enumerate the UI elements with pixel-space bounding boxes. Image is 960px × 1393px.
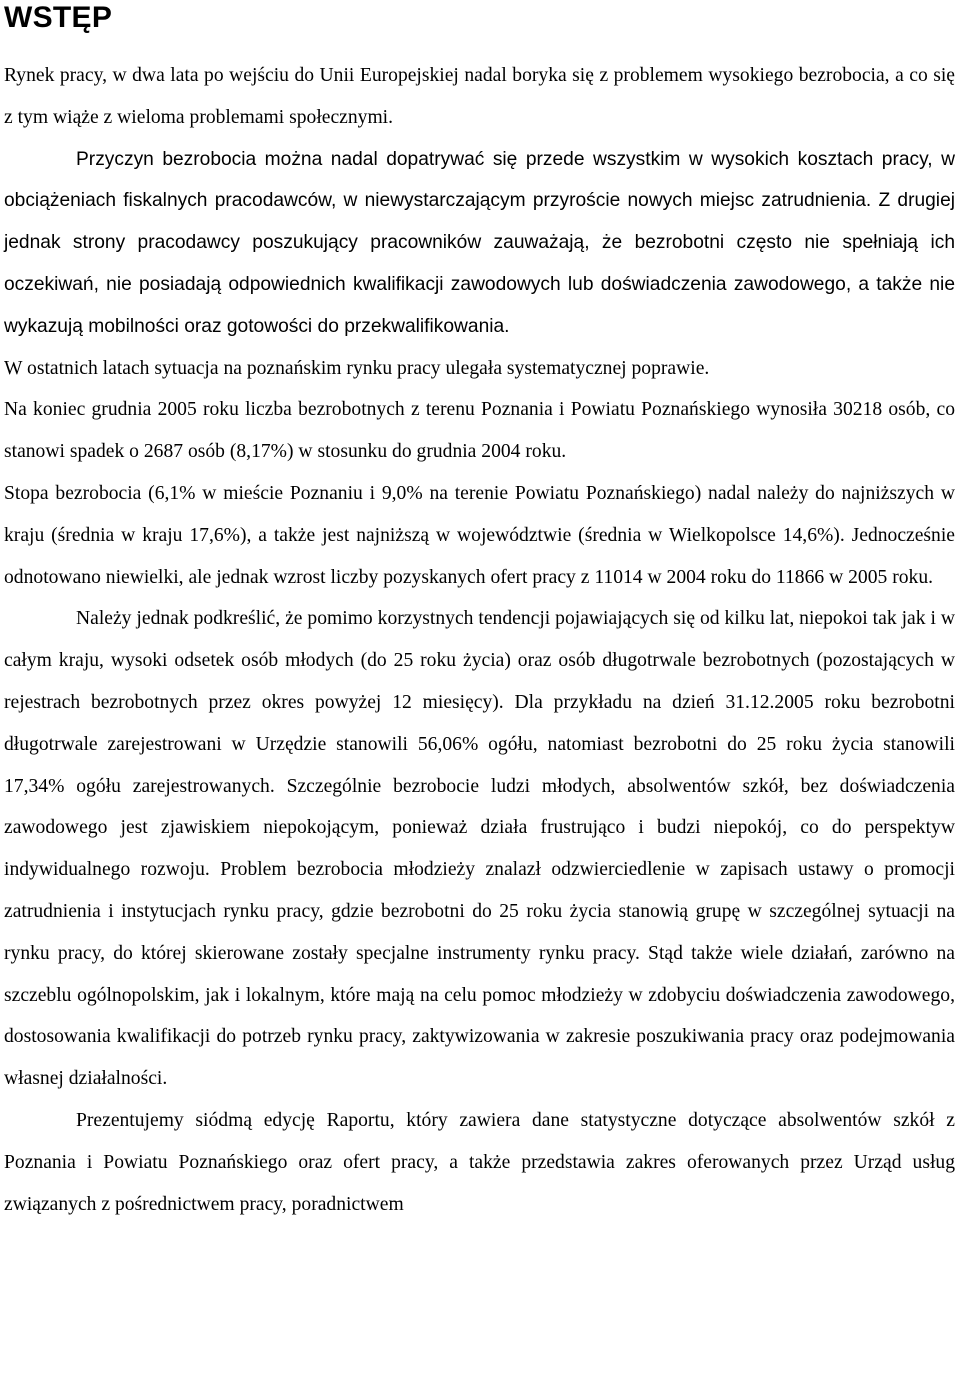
paragraph-december-2005-text: Na koniec grudnia 2005 roku liczba bezrobotnych z terenu Poznania i Powiatu Poznańskiego wynosiła 30218 osób, co stanowi spadek o 2687 osób (8,17%) w stosunku do grudnia 2004 roku.	[4, 399, 955, 463]
paragraph-recent-years	[4, 348, 955, 390]
paragraph-causes-text-a: Przyczyn bezrobocia można nadal dopatrywać się przede wszystkim w wysokich kosztach pracy, w obciążeniach fiskalnych pracodawców, w niewystarczającym przyroście nowych miejsc zatrudnienia.	[4, 148, 955, 212]
paragraph-intro-text: Rynek pracy, w dwa lata po wejściu do Unii Europejskiej nadal boryka się z problemem wysokiego bezrobocia, a co się z tym wiąże z wieloma problemami społecznymi.	[4, 65, 955, 128]
paragraph-intro	[4, 55, 955, 139]
paragraph-youth-unemployment-text: Należy jednak podkreślić, że pomimo korzystnych tendencji pojawiających się od kilku lat, niepokoi tak jak i w całym kraju, wysoki odsetek osób młodych (do 25 roku życia) oraz osób długotrwale bezrobotnych (pozostających w rejestrach bezrobotnych przez okres powyżej 12 miesięcy). Dla przykładu na dzień 31.12.2005 roku bezrobotni długotrwale zarejestrowani w Urzędzie stanowili 56,06% ogółu, natomiast bezrobotni do 25 roku życia stanowili 17,34% ogółu zarejestrowanych. Szczególnie bezrobocie ludzi młodych, absolwentów szkół, bez doświadczenia zawodowego jest zjawiskiem niepokojącym, ponieważ działa frustrująco i budzi niepokój, co do perspektyw indywidualnego rozwoju. Problem bezrobocia młodzieży znalazł odzwierciedlenie w zapisach ustawy o promocji zatrudnienia i instytucjach rynku pracy, gdzie bezrobotni do 25 roku życia stanowią grupę w szczególnej sytuacji na rynku pracy, do której skierowane zostały specjalne instrumenty rynku pracy. Stąd także wiele działań, zarówno na szczeblu ogólnopolskim, jak i lokalnym, które mają na celu pomoc młodzieży w zdobyciu doświadczenia zawodowego, dostosowania kwalifikacji do potrzeb rynku pracy, zaktywizowania w zakresie poszukiwania pracy oraz podejmowania własnej działalności.	[4, 608, 955, 1090]
paragraph-recent-years-text: W ostatnich latach sytuacja na poznańskim rynku pracy ulegała systematycznej poprawie.	[4, 357, 710, 379]
paragraph-report-edition	[4, 1100, 955, 1225]
page-title: WSTĘP	[4, 1, 113, 34]
paragraph-youth-unemployment	[4, 598, 955, 1100]
document-page	[4, 0, 955, 1225]
paragraph-unemployment-rate-text: Stopa bezrobocia (6,1% w mieście Poznaniu i 9,0% na terenie Powiatu Poznańskiego) nadal należy do najniższych w kraju (średnia w kraju 17,6%), a także jest najniższą w województwie (średnia w Wielkopolsce 14,6%). Jednocześnie odnotowano niewielki, ale jednak wzrost liczby pozyskanych ofert pracy z 11014 w 2004 roku do 11866 w 2005 roku.	[4, 482, 955, 588]
paragraph-report-edition-text: Prezentujemy siódmą edycję Raportu, który zawiera dane statystyczne dotyczące absolwentów szkół z Poznania i Powiatu Poznańskiego oraz ofert pracy, a także przedstawia zakres oferowanych przez Urząd usług związanych z pośrednictwem pracy, poradnictwem	[4, 1109, 955, 1215]
paragraph-december-2005	[4, 389, 955, 473]
paragraph-unemployment-rate	[4, 473, 955, 598]
paragraph-causes	[4, 139, 955, 348]
paragraph-causes-text-b: Z drugiej jednak strony pracodawcy poszukujący pracowników zauważają, że bezrobotni często nie spełniają ich oczekiwań, nie posiadają odpowiednich kwalifikacji zawodowych lub doświadczenia zawodowego, a także nie wykazują mobilności oraz gotowości do przekwalifikowania.	[4, 190, 956, 337]
